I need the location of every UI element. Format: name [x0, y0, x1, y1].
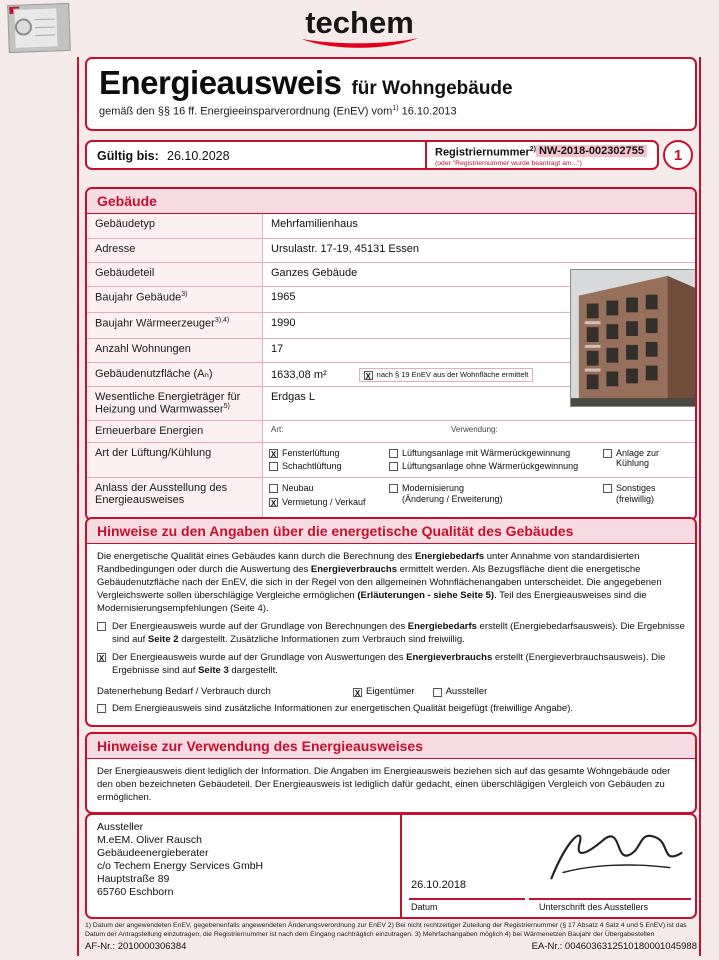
techem-logo	[0, 7, 719, 50]
page-number-badge: 1	[663, 140, 693, 170]
hint-item-zusatzinfo	[97, 703, 685, 716]
row-lueftung-kuehlung	[87, 442, 695, 478]
field-label: Anzahl Wohnungen	[87, 339, 263, 362]
checkbox-verbrauchsausweis: X	[98, 654, 105, 663]
field-value: 17	[271, 343, 284, 355]
footnotes: 1) Datum der angewendeten EnEV, gegebenenfalls angewendeten Änderungsverordnung zur EnEV 2) Bei nicht rechtzeitiger Zuteilung der Registriernummer (§ 17 Absatz 4 Satz 4 und 5 EnEV) ist das Datum der Antragstellung einzutragen, die Registriernummer ist nach dem Eingang nachträglich einzutragen. 3) Mehrfachangaben möglich 4) bei Wärmenetzen Baujahr der Übergabestellen	[85, 922, 687, 938]
option-eigentuemer: X Eigentümer	[354, 686, 415, 698]
valid-until-label: Gültig bis:	[97, 149, 159, 163]
field-label: Adresse	[87, 239, 263, 262]
row-adresse	[87, 238, 695, 262]
building-section	[85, 187, 697, 521]
datenerhebung-label: Datenerhebung Bedarf / Verbrauch durch	[97, 686, 271, 698]
field-value: Ganzes Gebäude	[271, 267, 358, 279]
field-value	[263, 443, 695, 478]
footnote-marker: 2)	[529, 146, 536, 153]
field-label: Anlass der Ausstellung des Energieausweises	[87, 478, 263, 519]
datenerhebung-row	[97, 686, 685, 697]
checkbox-eigentuemer: X	[354, 688, 361, 698]
left-page-rule	[77, 57, 79, 956]
nutzflaeche-method-label: nach § 19 EnEV aus der Wohnfläche ermittelt	[376, 370, 529, 379]
row-erneuerbare-energien	[87, 420, 695, 442]
footnote-marker: 1)	[392, 105, 399, 112]
option-aussteller: Aussteller	[433, 686, 488, 697]
ea-number: EA-Nr.: 0046036312510180001045988	[531, 941, 697, 952]
option-sonstiges: Sonstiges (freiwillig)	[603, 483, 689, 505]
issuer-section	[85, 813, 697, 919]
signature-label: Unterschrift des Ausstellers	[539, 902, 649, 912]
hint-item-verbrauchsausweis	[97, 652, 685, 677]
field-label: Baujahr Gebäude$^{3)}$	[87, 287, 263, 312]
field-value: 1990	[271, 317, 296, 329]
regulation-line: gemäß den §§ 16 ff. Energieeinsparverordnung (EnEV) vom$^{1)}$ 16.10.2013	[99, 105, 457, 118]
signature-image	[534, 818, 694, 896]
checkbox-schachtlueftung	[269, 462, 278, 471]
footnote-marker: 5)	[223, 403, 230, 410]
validity-section	[85, 140, 659, 170]
hint-item-bedarfsausweis	[97, 621, 685, 646]
checkbox-sonstiges	[603, 484, 612, 493]
option-lueftung-mit-wrg: Lüftungsanlage mit Wärmerückgewinnung	[389, 448, 603, 459]
building-photo	[570, 269, 696, 407]
logo-wordmark: techem	[305, 5, 414, 40]
date-signature-line	[409, 898, 525, 900]
hint-text: Der Energieausweis wurde auf der Grundlage von Auswertungen des Energieverbrauchs erstellt (Energieverbrauchsausweis). Die Ergebnisse sind auf Seite 3 dargestellt.	[112, 652, 666, 676]
page-subtitle: für Wohngebäude	[351, 78, 513, 99]
registration-number-value: NW-2018-002302755	[536, 145, 647, 157]
page-title: Energieausweis	[99, 64, 342, 101]
af-number: AF-Nr.: 2010000306384	[85, 941, 187, 952]
nutzflaeche-method	[359, 368, 534, 382]
option-fensterlueftung: X Fensterlüftung	[270, 447, 340, 459]
validity-divider	[425, 142, 427, 168]
field-value	[263, 478, 695, 519]
checkbox-anlage-kuehlung	[603, 449, 612, 458]
checkbox-fensterlueftung: X	[270, 449, 277, 459]
option-neubau: Neubau	[269, 483, 389, 494]
issuer-street: Hauptstraße 89	[97, 873, 170, 885]
issuer-name: M.eEM. Oliver Rausch	[97, 834, 203, 846]
art-label: Art:	[271, 424, 284, 434]
usage-text: Der Energieausweis dient lediglich der Information. Die Angaben im Energieausweis beziehen sich auf das gesamte Wohngebäude oder den oben bezeichneten Gebäudeteil. Der Energieausweis ist lediglich dafür gedacht, einen überschlägigen Vergleich von Gebäuden zu ermöglichen.	[97, 766, 671, 803]
registration-number-label: Registriernummer$^{2)}$	[435, 146, 536, 159]
registration-note: (oder "Registriernummer wurde beantragt am...")	[435, 160, 582, 167]
nutzflaeche-value: 1633,08 m²	[271, 368, 327, 381]
field-label: Art der Lüftung/Kühlung	[87, 443, 263, 478]
checkbox-zusatzinfo	[97, 704, 106, 713]
issuer-city: 65760 Eschborn	[97, 886, 174, 898]
field-label: Baujahr Wärmeerzeuger$^{3),4)}$	[87, 313, 263, 338]
quality-section	[85, 517, 697, 727]
option-schachtlueftung: Schachtlüftung	[269, 461, 389, 472]
option-anlage-kuehlung: Anlage zur Kühlung	[603, 448, 689, 470]
issue-date: 26.10.2018	[411, 879, 467, 891]
usage-section-header: Hinweise zur Verwendung des Energieausweises	[87, 734, 695, 759]
checkbox-neubau	[269, 484, 278, 493]
usage-section	[85, 732, 697, 814]
option-modernisierung: Modernisierung (Änderung / Erweiterung)	[389, 483, 603, 505]
field-label: Gebäudenutzfläche (Aₙ)	[87, 363, 263, 386]
hint-text: Der Energieausweis wurde auf der Grundlage von Berechnungen des Energiebedarfs erstellt (Energiebedarfsausweis). Die Ergebnisse sind auf Seite 2 dargestellt. Zusätzliche Informationen zum Verbrauch sind freiwillig.	[112, 621, 685, 645]
building-section-header: Gebäude	[87, 189, 695, 214]
checkbox-vermietung-verkauf: X	[270, 499, 277, 509]
field-value: 1965	[271, 291, 296, 303]
quality-intro-text: Die energetische Qualität eines Gebäudes kann durch die Berechnung des Energiebedarfs unter Annahme von standardisierten Randbedingungen oder durch die Auswertung des Energieverbrauchs ermittelt werden. Als Bezugsfläche dient die energetische Gebäudenutzfläche nach der EnEV, die sich in der Regel von den allgemeinen Wohnflächenangaben unterscheidet. Die angegebenen Vergleichswerte sollen überschlägige Vergleiche ermöglichen (Erläuterungen - siehe Seite 5). Teil des Energieausweises sind die Modernisierungsempfehlungen (Seite 4).	[97, 551, 662, 614]
field-value	[263, 421, 695, 442]
logo-swoosh-icon	[296, 37, 424, 50]
right-page-rule	[699, 57, 701, 956]
field-value: Ursulastr. 17-19, 45131 Essen	[271, 243, 419, 255]
quality-section-header: Hinweise zu den Angaben über die energetische Qualität des Gebäudes	[87, 519, 695, 544]
row-anlass	[87, 477, 695, 519]
issuer-divider	[400, 815, 402, 917]
date-label: Datum	[411, 902, 438, 912]
footnote-marker: 3),4)	[214, 317, 230, 324]
field-value: Mehrfamilienhaus	[271, 218, 358, 230]
checkbox-bedarfsausweis	[97, 622, 106, 631]
field-label: Gebäudetyp	[87, 214, 263, 238]
checkbox-lueftung-mit-wrg	[389, 449, 398, 458]
verwendung-label: Verwendung:	[451, 424, 498, 434]
field-label: Gebäudeteil	[87, 263, 263, 286]
issuer-header: Aussteller	[97, 821, 144, 833]
footnote-marker: 3)	[181, 291, 188, 298]
checkbox-lueftung-ohne-wrg	[389, 462, 398, 471]
field-label: Wesentliche Energieträger für Heizung und Warmwasser$^{5)}$	[87, 387, 263, 420]
issuer-company: c/o Techem Energy Services GmbH	[97, 860, 264, 872]
field-value: Erdgas L	[271, 391, 316, 403]
checkbox-modernisierung	[389, 484, 398, 493]
issuer-info	[97, 821, 263, 899]
hint-text: Dem Energieausweis sind zusätzliche Informationen zur energetischen Qualität beigefügt (freiwillige Angabe).	[112, 703, 574, 715]
checkbox-aussteller	[433, 688, 442, 697]
option-lueftung-ohne-wrg: Lüftungsanlage ohne Wärmerückgewinnung	[389, 461, 603, 472]
signature-line	[529, 898, 691, 900]
field-label: Erneuerbare Energien	[87, 421, 263, 442]
valid-until-date: 26.10.2028	[167, 149, 230, 163]
row-gebaeudetyp	[87, 214, 695, 238]
checkbox-wohnflaeche-ermittelt: X	[365, 371, 371, 381]
option-vermietung-verkauf: X Vermietung / Verkauf	[270, 497, 366, 509]
issuer-role: Gebäudeenergieberater	[97, 847, 209, 859]
title-section	[85, 57, 697, 131]
